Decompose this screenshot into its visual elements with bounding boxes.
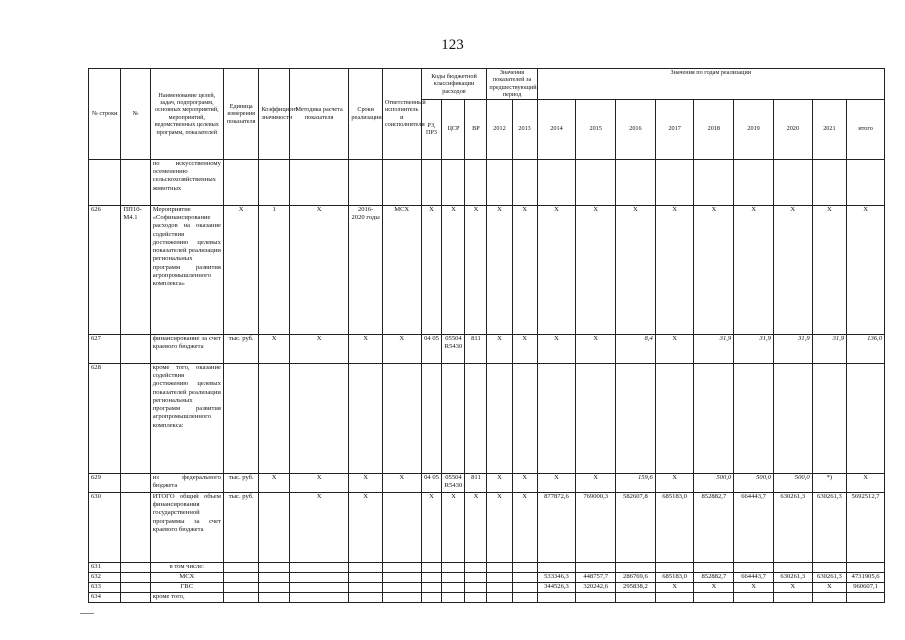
cell-name: ГВС — [150, 582, 223, 592]
header-2013: 2013 — [512, 99, 537, 159]
cell-2016: 8,4 — [616, 334, 656, 363]
cell-total: 960607,1 — [847, 582, 885, 592]
cell-unit: тыс. руб. — [223, 492, 259, 562]
header-2012: 2012 — [487, 99, 512, 159]
program-table — [88, 68, 885, 603]
cell-2016: 159,6 — [616, 473, 656, 492]
cell-2016: Х — [616, 205, 656, 334]
header-2020: 2020 — [773, 99, 812, 159]
cell-name: кроме того, — [150, 592, 223, 602]
cell-2012: Х — [487, 492, 512, 562]
cell-unit: тыс. руб. — [223, 473, 259, 492]
cell-2015: Х — [576, 205, 616, 334]
cell-term: 2016-2020 годы — [349, 205, 382, 334]
cell-2017: Х — [655, 205, 694, 334]
cell-2020: Х — [773, 205, 812, 334]
header-vr: ВР — [465, 99, 487, 159]
cell-2015: 320242,6 — [576, 582, 616, 592]
margin-mark — [80, 613, 94, 614]
cell-method: Х — [289, 492, 349, 562]
cell-2015: Х — [576, 473, 616, 492]
cell-2012: Х — [487, 334, 512, 363]
header-2015: 2015 — [576, 99, 616, 159]
cell-resp: МСХ — [382, 205, 421, 334]
cell-2020: Х — [773, 582, 812, 592]
cell-2018: 852882,7 — [694, 492, 734, 562]
cell-total: 4731905,6 — [847, 572, 885, 582]
cell-vr: Х — [465, 492, 487, 562]
cell-2014: 344526,3 — [537, 582, 576, 592]
cell-coef: Х — [259, 473, 289, 492]
cell-csr: 05504 R5430 — [442, 473, 465, 492]
cell-coef: Х — [259, 334, 289, 363]
header-row-num: № строки — [89, 69, 121, 160]
cell-coef — [259, 492, 289, 562]
cell-2020: 630261,3 — [773, 492, 812, 562]
cell-2019: 31,9 — [734, 334, 774, 363]
cell-total: Х — [847, 205, 885, 334]
cell-2018: 500,0 — [694, 473, 734, 492]
cell-csr: Х — [442, 492, 465, 562]
cell-code — [121, 492, 150, 562]
header-year-values: Значения по годам реализации — [537, 69, 884, 100]
cell-2019: 664443,7 — [734, 572, 774, 582]
cell-2021: 630261,3 — [812, 572, 847, 582]
header-2021: 2021 — [812, 99, 847, 159]
cell-2012: Х — [487, 473, 512, 492]
cell-rz: 04 05 — [421, 473, 442, 492]
cell-name: МСХ — [150, 572, 223, 582]
cell-method: Х — [289, 334, 349, 363]
cell-2014: Х — [537, 334, 576, 363]
header-2019: 2019 — [734, 99, 774, 159]
cell-unit: Х — [223, 205, 259, 334]
cell-2013: Х — [512, 334, 537, 363]
cell-name: в том числе: — [150, 562, 223, 572]
table-row — [89, 159, 885, 205]
cell-2016: 295838,2 — [616, 582, 656, 592]
header-2018: 2018 — [694, 99, 734, 159]
cell-2013: Х — [512, 492, 537, 562]
cell-method: Х — [289, 205, 349, 334]
cell-2017: 685183,0 — [655, 572, 694, 582]
header-unit: Единица измерения показателя — [223, 69, 259, 160]
table-row — [89, 205, 885, 334]
cell-code — [121, 363, 150, 473]
table-body — [89, 159, 885, 602]
header-resp: Ответственный исполнитель и соисполнители — [382, 69, 421, 160]
cell-num — [89, 159, 121, 205]
cell-2014: 877872,6 — [537, 492, 576, 562]
cell-2019: 664443,7 — [734, 492, 774, 562]
cell-2020: 500,0 — [773, 473, 812, 492]
cell-num: 631 — [89, 562, 121, 572]
cell-2018: Х — [694, 205, 734, 334]
header-prev-values: Значения показателей за предшествующий период — [487, 69, 537, 100]
table-header — [89, 69, 885, 160]
header-2016: 2016 — [616, 99, 656, 159]
cell-num: 630 — [89, 492, 121, 562]
table-row — [89, 334, 885, 363]
cell-vr: 811 — [465, 334, 487, 363]
cell-total: Х — [847, 473, 885, 492]
header-budget-codes: Коды бюджетной классификации расходов — [421, 69, 487, 100]
header-method: Методика расчета показателя — [289, 69, 349, 160]
cell-2018: 31,9 — [694, 334, 734, 363]
cell-vr: 811 — [465, 473, 487, 492]
table-row — [89, 473, 885, 492]
cell-rz: Х — [421, 492, 442, 562]
cell-coef: 1 — [259, 205, 289, 334]
cell-2021: 630261,3 — [812, 492, 847, 562]
cell-name: финансирование за счет краевого бюджета — [150, 334, 223, 363]
header-code: № — [121, 69, 150, 160]
cell-num: 633 — [89, 582, 121, 592]
cell-code — [121, 159, 150, 205]
cell-rz: 04 05 — [421, 334, 442, 363]
cell-resp: Х — [382, 334, 421, 363]
header-coef: Коэффициент значимости — [259, 69, 289, 160]
cell-2015: 448757,7 — [576, 572, 616, 582]
cell-code: ПП10-М4.1 — [121, 205, 150, 334]
cell-2017: Х — [655, 334, 694, 363]
cell-code — [121, 582, 150, 592]
cell-total: 136,0 — [847, 334, 885, 363]
cell-csr: Х — [442, 205, 465, 334]
cell-2016: 286769,6 — [616, 572, 656, 582]
cell-csr: 05504 R5430 — [442, 334, 465, 363]
cell-2015: Х — [576, 334, 616, 363]
cell-term: Х — [349, 473, 382, 492]
cell-name: по искусственному осеменению сельскохозяйственных животных — [150, 159, 223, 205]
cell-code — [121, 473, 150, 492]
cell-unit: тыс. руб. — [223, 334, 259, 363]
cell-total: 5692512,7 — [847, 492, 885, 562]
cell-2021: Х — [812, 205, 847, 334]
cell-num: 632 — [89, 572, 121, 582]
cell-2014: Х — [537, 473, 576, 492]
table-row — [89, 572, 885, 582]
cell-2021: Х — [812, 582, 847, 592]
table-row — [89, 363, 885, 473]
cell-2013: Х — [512, 473, 537, 492]
table-row — [89, 592, 885, 602]
cell-name: Мероприятие «Софинансирование расходов на оказание содействия достижению целевых показателей реализации региональных программ развития агропромышленного комплекса» — [150, 205, 223, 334]
cell-method: Х — [289, 473, 349, 492]
cell-2020: 31,9 — [773, 334, 812, 363]
cell-2014: Х — [537, 205, 576, 334]
cell-2018: Х — [694, 582, 734, 592]
header-name: Наименование целей, задач, подпрограмм, основных мероприятий, мероприятий, ведомственных целевых программ, показателей — [150, 69, 223, 160]
cell-num: 626 — [89, 205, 121, 334]
cell-num: 634 — [89, 592, 121, 602]
cell-2020: 630261,3 — [773, 572, 812, 582]
header-rz: РЗ, ПР3 — [421, 99, 442, 159]
table-row — [89, 582, 885, 592]
header-csr: ЦСР — [442, 99, 465, 159]
cell-term: Х — [349, 334, 382, 363]
cell-2017: Х — [655, 582, 694, 592]
header-total: итого — [847, 99, 885, 159]
cell-2013: Х — [512, 205, 537, 334]
cell-name: кроме того, оказание содействия достижению целевых показателей реализации региональных программ развития агропромышленного комплекса: — [150, 363, 223, 473]
cell-code — [121, 334, 150, 363]
cell-2018: 852882,7 — [694, 572, 734, 582]
cell-2017: Х — [655, 473, 694, 492]
cell-vr: Х — [465, 205, 487, 334]
cell-name: ИТОГО общий объем финансирования государственной программы за счет краевого бюджета — [150, 492, 223, 562]
header-2014: 2014 — [537, 99, 576, 159]
cell-code — [121, 562, 150, 572]
cell-2021: *) — [812, 473, 847, 492]
cell-2015: 769000,3 — [576, 492, 616, 562]
cell-2019: 500,0 — [734, 473, 774, 492]
table-row — [89, 492, 885, 562]
cell-2017: 685183,0 — [655, 492, 694, 562]
cell-code — [121, 592, 150, 602]
cell-term: Х — [349, 492, 382, 562]
cell-name: из федерального бюджета — [150, 473, 223, 492]
cell-num: 629 — [89, 473, 121, 492]
cell-resp: Х — [382, 473, 421, 492]
cell-2012: Х — [487, 205, 512, 334]
header-term: Сроки реализации — [349, 69, 382, 160]
table-row — [89, 562, 885, 572]
cell-num: 628 — [89, 363, 121, 473]
cell-code — [121, 572, 150, 582]
cell-resp — [382, 492, 421, 562]
cell-2016: 582607,8 — [616, 492, 656, 562]
cell-2019: Х — [734, 205, 774, 334]
page-number: 123 — [441, 37, 464, 53]
cell-num: 627 — [89, 334, 121, 363]
cell-rz: Х — [421, 205, 442, 334]
header-2017: 2017 — [655, 99, 694, 159]
cell-2014: 533346,3 — [537, 572, 576, 582]
cell-2019: Х — [734, 582, 774, 592]
cell-2021: 31,9 — [812, 334, 847, 363]
